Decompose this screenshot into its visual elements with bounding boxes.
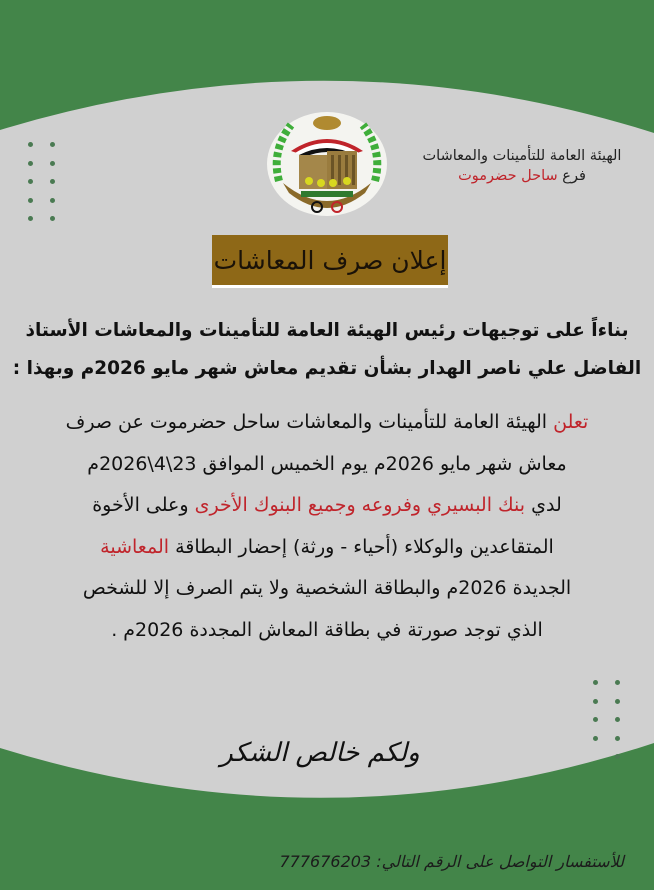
organization-name: الهيئة العامة للتأمينات والمعاشات [422,148,622,164]
body-line-2: معاش شهر مايو 2026م يوم الخميس الموافق 23\4\2026م [87,452,567,475]
signoff-calligraphy: ولكم خالص الشكر [220,738,420,768]
intro-line: الفاضل علي ناصر الهدار بشأن تقديم معاش شهر مايو 2026م وبهذا : [12,358,642,379]
organization-header [397,146,647,186]
branch-name: ساحل حضرموت [458,168,558,184]
intro-line: بناءاً على توجيهات رئيس الهيئة العامة للتأمينات والمعاشات الأستاذ [25,320,629,341]
body-text: الهيئة العامة للتأمينات والمعاشات ساحل حضرموت عن صرف [65,411,554,433]
organization-logo-icon [265,111,389,217]
body-text: وعلى الأخوة [92,494,195,516]
bank-name: بنك البسيري وفروعه وجميع البنوك الأخرى [194,494,526,516]
body-line-5: الجديدة 2026م والبطاقة الشخصية ولا يتم الصرف إلا للشخص [82,577,572,599]
announcement-banner [212,235,448,288]
body-text: لدي [525,494,562,516]
body-text: المتقاعدين والوكلاء (أحياء - ورثة) إحضار البطاقة [169,535,554,558]
contact-label: للأستفسار التواصل على الرقم التالي: [376,852,624,871]
contact-footer [280,852,625,871]
phone-number[interactable]: 777676203 [279,852,372,871]
announcement-title: إعلان صرف المعاشات [213,245,447,275]
body-line-3 [0,485,654,527]
branch-prefix: فرع [562,168,586,184]
branch-line [397,166,647,186]
decorative-dots-right [593,680,620,759]
pension-card-highlight: المعاشية [100,535,170,558]
body-line-6: الذي توجد صورتة في بطاقة المعاش المجددة 2026م . [111,618,543,641]
body-line-4 [0,527,654,569]
decorative-dots-left [28,142,55,221]
intro-paragraph [0,312,654,388]
announcement-body [0,402,654,651]
body-line-1 [0,402,654,444]
announce-verb: تعلن [553,411,589,433]
